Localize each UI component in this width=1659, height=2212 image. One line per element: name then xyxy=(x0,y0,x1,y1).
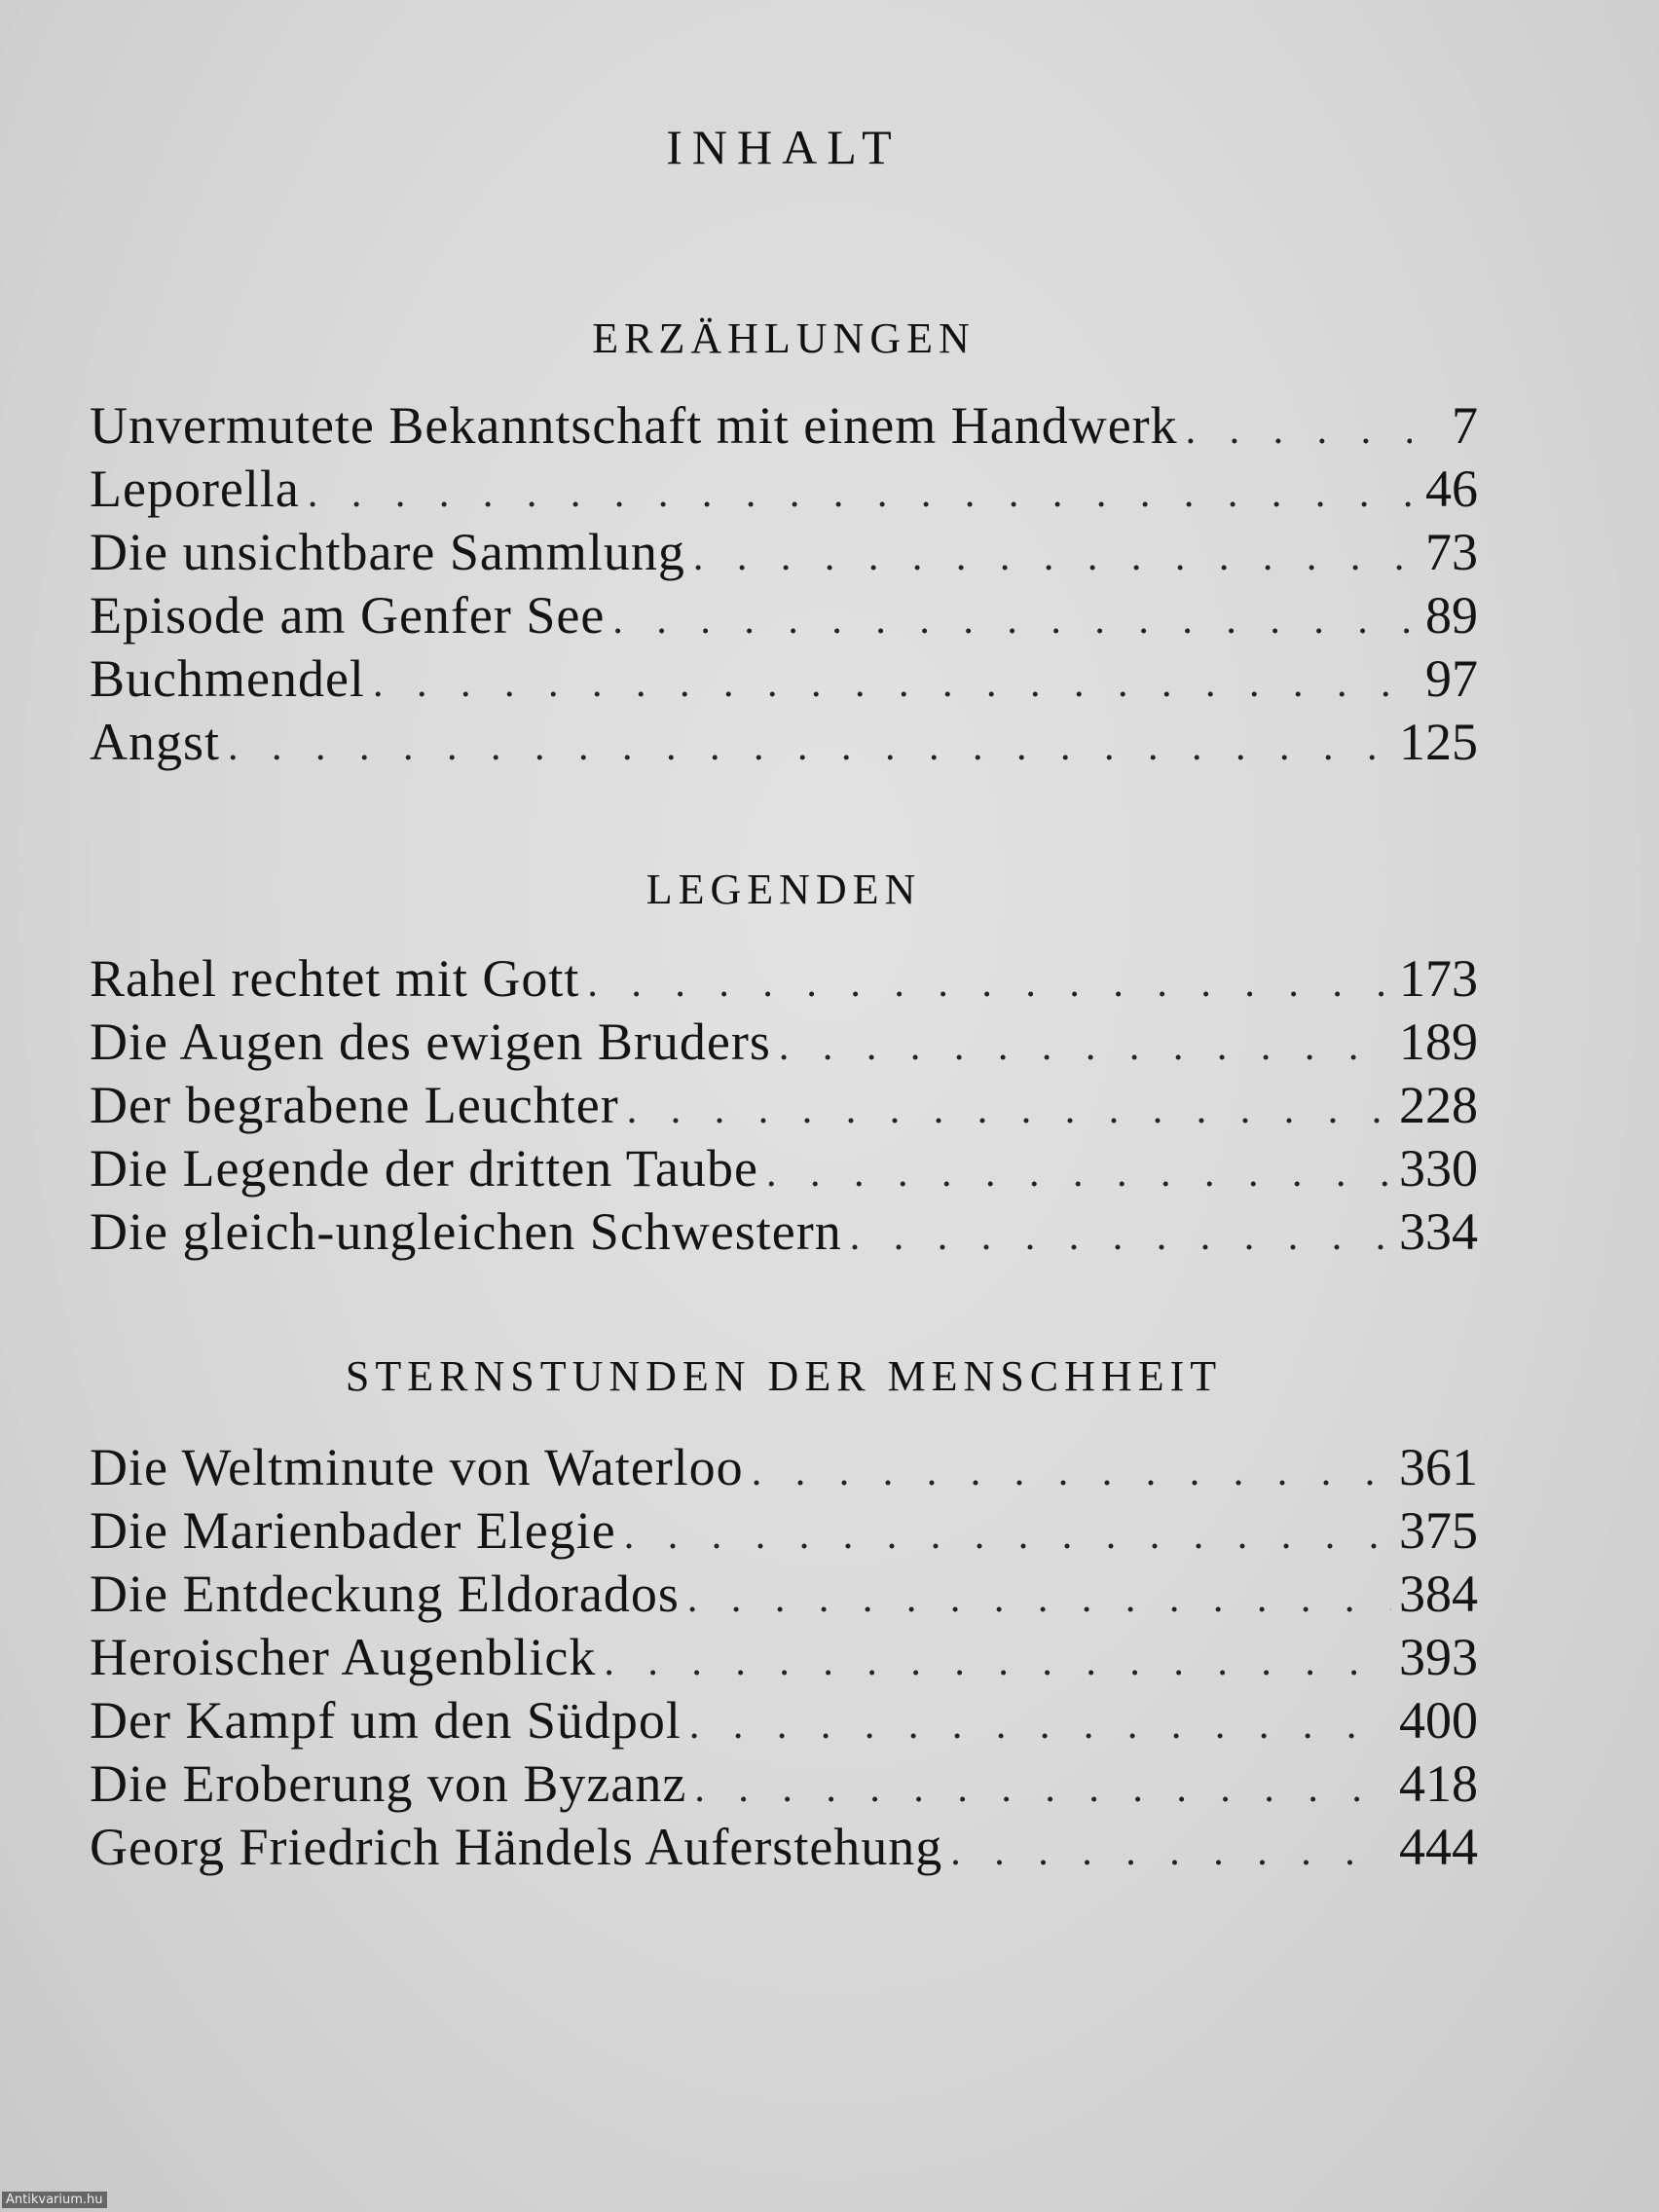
dot-leader xyxy=(752,1441,1391,1504)
toc-entry xyxy=(90,711,1478,774)
toc-entry-page: 393 xyxy=(1399,1628,1478,1686)
toc-entry-page: 361 xyxy=(1399,1438,1478,1496)
toc-list-sternstunden xyxy=(90,1436,1478,1879)
toc-entry-page: 384 xyxy=(1399,1565,1478,1623)
toc-entry xyxy=(90,1436,1478,1499)
toc-entry-page: 173 xyxy=(1399,949,1478,1008)
toc-entry-title: Leporella xyxy=(90,460,300,518)
dot-leader xyxy=(950,1821,1391,1884)
toc-entry xyxy=(90,1563,1478,1626)
dot-leader xyxy=(1186,399,1412,462)
toc-entry-title: Georg Friedrich Händels Auferstehung xyxy=(90,1818,943,1876)
toc-entry-title: Die Eroberung von Byzanz xyxy=(90,1754,687,1813)
toc-entry-page: 46 xyxy=(1425,460,1478,518)
toc-entry xyxy=(90,1011,1478,1074)
toc-entry-title: Unvermutete Bekanntschaft mit einem Handwerk xyxy=(90,396,1178,455)
toc-list-erzaehlungen xyxy=(90,394,1478,774)
toc-entry xyxy=(90,1499,1478,1563)
toc-entry-page: 7 xyxy=(1452,396,1478,455)
toc-entry-title: Die Legende der dritten Taube xyxy=(90,1139,758,1198)
toc-entry-page: 400 xyxy=(1399,1691,1478,1750)
toc-entry-title: Die Marienbader Elegie xyxy=(90,1501,616,1560)
toc-entry-page: 73 xyxy=(1425,523,1478,581)
toc-entry xyxy=(90,521,1478,584)
dot-leader xyxy=(687,1567,1391,1631)
page-title: INHALT xyxy=(666,120,902,174)
toc-entry xyxy=(90,1074,1478,1137)
toc-entry-page: 228 xyxy=(1399,1076,1478,1134)
toc-entry-page: 89 xyxy=(1425,586,1478,645)
dot-leader xyxy=(850,1205,1391,1269)
toc-entry xyxy=(90,458,1478,521)
toc-entry-title: Rahel rechtet mit Gott xyxy=(90,949,580,1008)
toc-entry-page: 418 xyxy=(1399,1754,1478,1813)
toc-entry-page: 444 xyxy=(1399,1818,1478,1876)
toc-entry xyxy=(90,947,1478,1011)
toc-entry-page: 189 xyxy=(1399,1013,1478,1071)
section-heading-sternstunden: STERNSTUNDEN DER MENSCHHEIT xyxy=(345,1352,1223,1400)
dot-leader xyxy=(624,1504,1391,1567)
toc-entry xyxy=(90,1137,1478,1200)
dot-leader xyxy=(604,1631,1391,1694)
toc-entry xyxy=(90,584,1478,647)
toc-list-legenden xyxy=(90,947,1478,1264)
dot-leader xyxy=(766,1142,1391,1205)
toc-entry-title: Die Augen des ewigen Bruders xyxy=(90,1013,771,1071)
toc-entry xyxy=(90,1816,1478,1879)
toc-entry-title: Der begrabene Leuchter xyxy=(90,1076,619,1134)
dot-leader xyxy=(308,462,1412,526)
toc-entry xyxy=(90,647,1478,711)
dot-leader xyxy=(612,589,1412,652)
toc-entry-title: Episode am Genfer See xyxy=(90,586,606,645)
toc-entry-page: 97 xyxy=(1425,649,1478,708)
toc-entry-title: Angst xyxy=(90,713,221,771)
dot-leader xyxy=(627,1079,1391,1142)
toc-entry xyxy=(90,1200,1478,1264)
toc-entry-page: 375 xyxy=(1399,1501,1478,1560)
toc-entry-title: Die gleich-ungleichen Schwestern xyxy=(90,1202,842,1261)
toc-entry xyxy=(90,1689,1478,1752)
toc-entry-title: Heroischer Augenblick xyxy=(90,1628,597,1686)
watermark: Antikvarium.hu xyxy=(2,2192,107,2208)
toc-entry xyxy=(90,394,1478,458)
toc-entry-title: Die unsichtbare Sammlung xyxy=(90,523,685,581)
dot-leader xyxy=(689,1694,1391,1757)
toc-entry xyxy=(90,1752,1478,1816)
dot-leader xyxy=(693,526,1412,589)
dot-leader xyxy=(587,952,1391,1015)
dot-leader xyxy=(373,652,1412,716)
dot-leader xyxy=(228,716,1391,779)
toc-entry-page: 330 xyxy=(1399,1139,1478,1198)
toc-entry xyxy=(90,1626,1478,1689)
toc-entry-page: 125 xyxy=(1399,713,1478,771)
toc-entry-page: 334 xyxy=(1399,1202,1478,1261)
toc-entry-title: Buchmendel xyxy=(90,649,365,708)
toc-entry-title: Die Weltminute von Waterloo xyxy=(90,1438,744,1496)
dot-leader xyxy=(694,1757,1391,1821)
section-heading-erzaehlungen: ERZÄHLUNGEN xyxy=(592,314,976,362)
toc-entry-title: Der Kampf um den Südpol xyxy=(90,1691,682,1750)
section-heading-legenden: LEGENDEN xyxy=(645,866,922,913)
dot-leader xyxy=(779,1015,1391,1079)
toc-entry-title: Die Entdeckung Eldorados xyxy=(90,1565,680,1623)
